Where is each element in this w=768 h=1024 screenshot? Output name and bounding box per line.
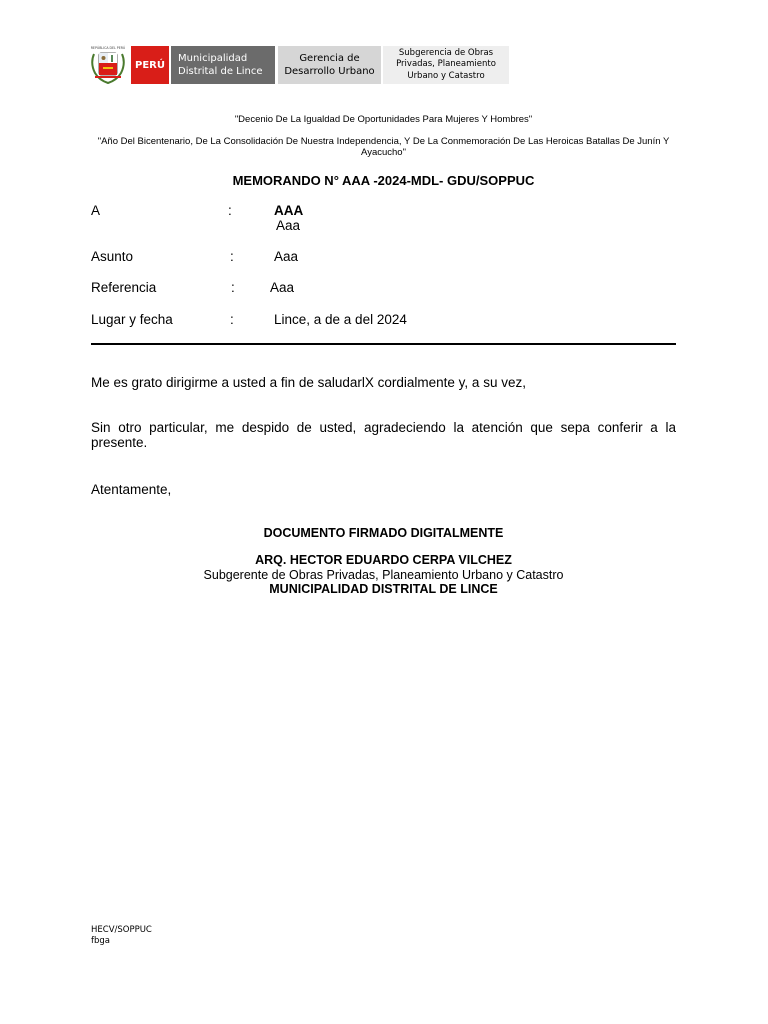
field-referencia-label: Referencia [91, 280, 157, 295]
field-referencia-value: Aaa [270, 280, 295, 295]
field-a-label: A [91, 203, 101, 218]
municipality-badge [171, 46, 275, 84]
field-a-value-secondary: Aaa [276, 218, 301, 233]
footer-initials-2: fbga [91, 936, 110, 946]
signer-organization: MUNICIPALIDAD DISTRITAL DE LINCE [269, 582, 498, 596]
gerencia-badge [278, 46, 381, 84]
seal-caption: REPÚBLICA DEL PERÚ [90, 46, 126, 50]
field-a-separator: : [228, 203, 232, 218]
peru-label: PERÚ [135, 59, 165, 71]
field-lugar-value: Lince, a de a del 2024 [274, 312, 407, 327]
field-lugar-label: Lugar y fecha [91, 312, 173, 327]
sub-line2: Privadas, Planeamiento [396, 59, 496, 70]
field-lugar-separator: : [230, 312, 234, 327]
year-motto: "Año Del Bicentenario, De La Consolidación De Nuestra Independencia, Y De La Conmemoración De Las Heroicas Batallas De Junín Y Ayacucho" [97, 136, 670, 158]
field-referencia-separator: : [231, 280, 235, 295]
signer-name: ARQ. HECTOR EDUARDO CERPA VILCHEZ [255, 553, 512, 567]
sub-line3: Urbano y Catastro [407, 70, 485, 81]
signer-role: Subgerente de Obras Privadas, Planeamiento Urbano y Catastro [203, 568, 564, 582]
subgerencia-badge [383, 46, 509, 84]
field-asunto-separator: : [230, 249, 234, 264]
body-paragraph-2: Sin otro particular, me despido de usted, agradeciendo la atención que sepa conferir a la presente. [91, 420, 676, 450]
gerencia-line1: Gerencia de [299, 53, 360, 64]
gerencia-line2: Desarrollo Urbano [284, 66, 375, 77]
field-asunto-label: Asunto [91, 249, 134, 264]
field-a-value: AAA [274, 203, 304, 218]
decade-motto: "Decenio De La Igualdad De Oportunidades Para Mujeres Y Hombres" [234, 114, 533, 125]
coat-of-arms-logo [90, 45, 126, 85]
memo-title: MEMORANDO N° AAA -2024-MDL- GDU/SOPPUC [232, 173, 535, 188]
footer-initials-1: HECV/SOPPUC [91, 925, 152, 935]
body-paragraph-1: Me es grato dirigirme a usted a fin de saludarlX cordialmente y, a su vez, [91, 375, 526, 390]
field-asunto-value: Aaa [274, 249, 299, 264]
muni-line2: Distrital de Lince [178, 66, 263, 77]
peru-badge [131, 46, 169, 84]
digital-signature-note: DOCUMENTO FIRMADO DIGITALMENTE [263, 526, 504, 540]
muni-line1: Municipalidad [178, 53, 248, 64]
separator-rule [91, 343, 676, 345]
closing-text: Atentamente, [91, 482, 172, 497]
sub-line1: Subgerencia de Obras [398, 47, 494, 58]
